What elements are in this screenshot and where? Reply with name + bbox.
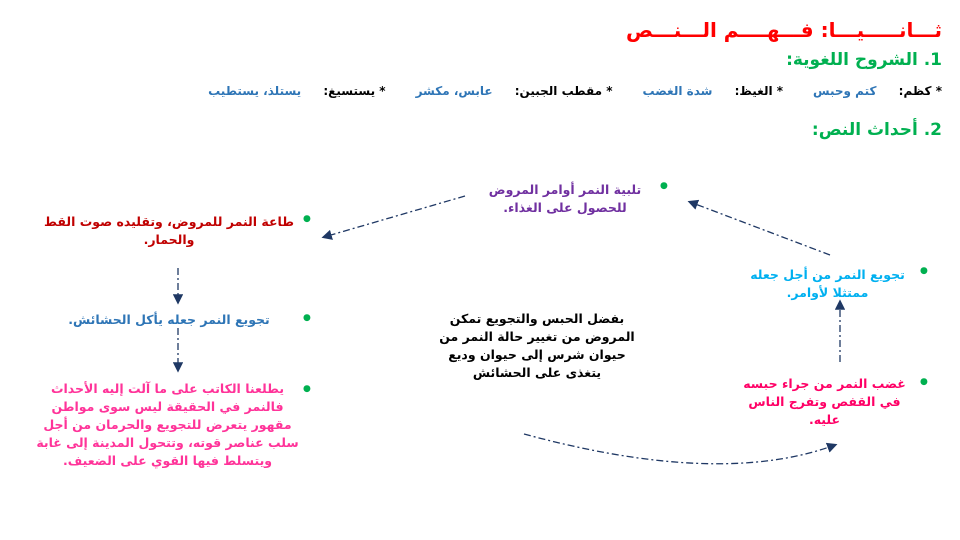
node-text: تجويع النمر من أجل جعله ممتثلا لأوامر. <box>750 267 905 300</box>
arrow-obey-to-obedience <box>324 196 465 237</box>
arrow-starvecmd-to-obey <box>690 202 830 255</box>
bullet-icon: ● <box>303 384 311 394</box>
vocab-definition: عابس، مكشر <box>415 84 493 98</box>
node-obey-tamer <box>475 181 655 217</box>
node-text: تلبية النمر أوامر المروض للحصول على الغذاء. <box>488 182 642 215</box>
arrow-center-to-anger <box>524 434 835 464</box>
vocab-definition: يستلذ، يستطيب <box>208 84 302 98</box>
bullet-icon: ● <box>303 313 311 323</box>
node-text: تجويع النمر جعله يأكل الحشائش. <box>68 312 270 327</box>
vocab-term: * يستسيغ: <box>323 84 386 98</box>
node-anger-cage <box>732 375 917 429</box>
vocab-term: * كظم: <box>898 84 942 98</box>
node-obedience <box>38 213 300 249</box>
bullet-icon: ● <box>920 266 928 276</box>
node-text: بفضل الحبس والتجويع تمكن المروض من تغيير حالة النمر من حيوان شرس إلى حيوان وديع يتغذى على الحشائش <box>439 311 635 380</box>
node-starve-grass <box>40 311 298 329</box>
vocab-term: * مقطب الجبين: <box>514 84 613 98</box>
vocab-definition: كتم وحبس <box>813 84 877 98</box>
node-text: يطلعنا الكاتب على ما آلت إليه الأحداث فالنمر في الحقيقة ليس سوى مواطن مقهور يتعرض للتجويع والحرمان من أجل سلب عناصر قوته، وتتحول المدينة إلى غابة ويتسلط فيها القوي على الضعيف. <box>36 381 299 468</box>
vocab-definition: شدة الغضب <box>642 84 713 98</box>
bullet-icon: ● <box>660 181 668 191</box>
bullet-icon: ● <box>303 214 311 224</box>
page-heading: ثـــانـــــيـــا: فـــهــــم الـــنـــص <box>626 18 942 42</box>
node-starve-command <box>740 266 915 302</box>
section-vocabulary-title: 1. الشروح اللغوية: <box>786 50 942 70</box>
bullet-icon: ● <box>920 377 928 387</box>
section-events-title: 2. أحداث النص: <box>811 120 942 140</box>
node-conclusion <box>35 380 300 470</box>
node-text: طاعة النمر للمروض، وتقليده صوت القط والحمار. <box>44 214 294 247</box>
node-center-summary <box>432 310 642 382</box>
node-text: غضب النمر من جراء حبسه في القفص وتفرج الناس عليه. <box>743 376 906 427</box>
vocab-term: * الغيظ: <box>734 84 784 98</box>
